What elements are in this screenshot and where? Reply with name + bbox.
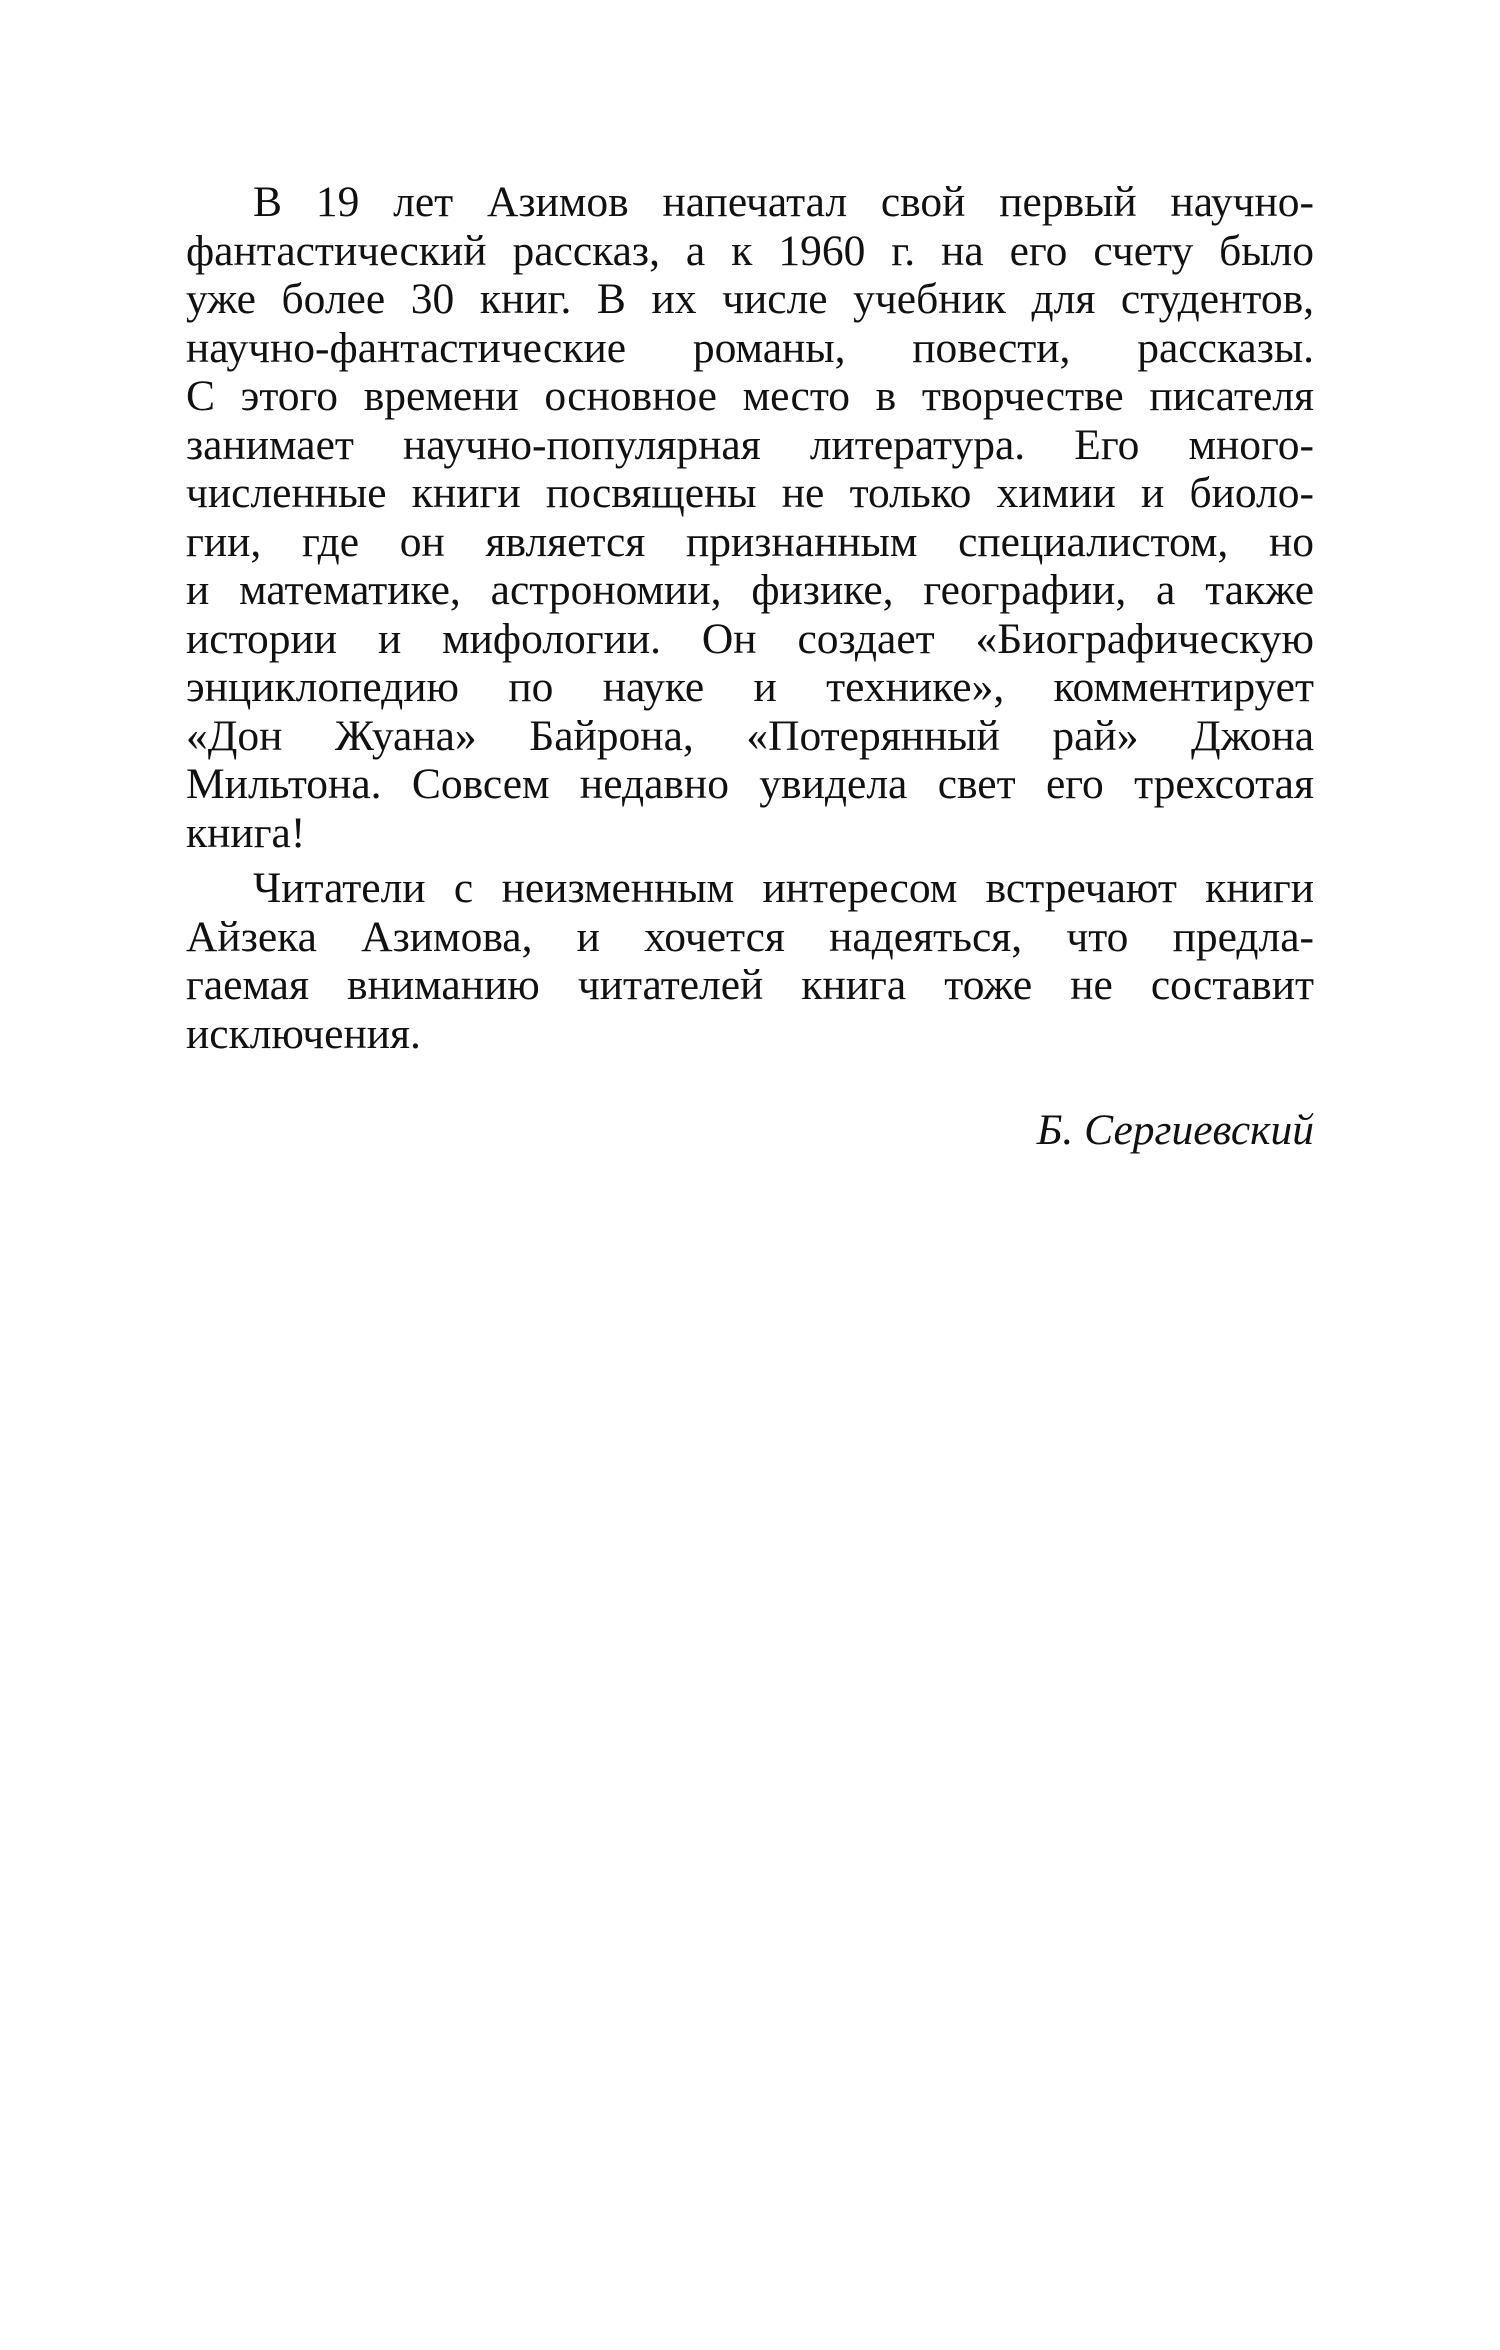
- text-line: занимает научно-популярная литература. Его много-: [186, 420, 1314, 469]
- text-line: Айзека Азимова, и хочется надеяться, что предла-: [186, 912, 1314, 961]
- text-line: исключения.: [186, 1009, 421, 1058]
- text-line: гии, где он является признанным специалистом, но: [186, 517, 1314, 566]
- text-line: С этого времени основное место в творчестве писателя: [186, 372, 1314, 420]
- text-line: энциклопедию по науке и технике», комментирует: [186, 663, 1314, 711]
- text-line: книга!: [186, 808, 306, 857]
- text-line: фантастический рассказ, а к 1960 г. на его счету было: [186, 226, 1314, 275]
- text-line: «Дон Жуана» Байрона, «Потерянный рай» Джона: [186, 711, 1314, 760]
- paragraph-2: [186, 864, 1314, 1058]
- text-line: уже более 30 книг. В их числе учебник для студентов,: [186, 275, 1314, 323]
- text-line: научно-фантастические романы, повести, рассказы.: [186, 323, 1314, 372]
- author-signature: Б. Сергиевский: [1036, 1106, 1314, 1154]
- text-line: гаемая вниманию читателей книга тоже не составит: [186, 961, 1314, 1009]
- text-line: численные книги посвящены не только химии и биоло-: [186, 469, 1314, 517]
- text-line: В 19 лет Азимов напечатал свой первый научно-: [253, 178, 1314, 226]
- text-line: Мильтона. Совсем недавно увидела свет его трехсотая: [186, 760, 1314, 808]
- document-page: [186, 178, 1314, 1155]
- text-line: истории и мифологии. Он создает «Биографическую: [186, 614, 1314, 663]
- paragraph-1: [186, 178, 1314, 857]
- text-line: Читатели с неизменным интересом встречают книги: [253, 864, 1314, 912]
- text-line: и математике, астрономии, физике, географии, а также: [186, 566, 1314, 614]
